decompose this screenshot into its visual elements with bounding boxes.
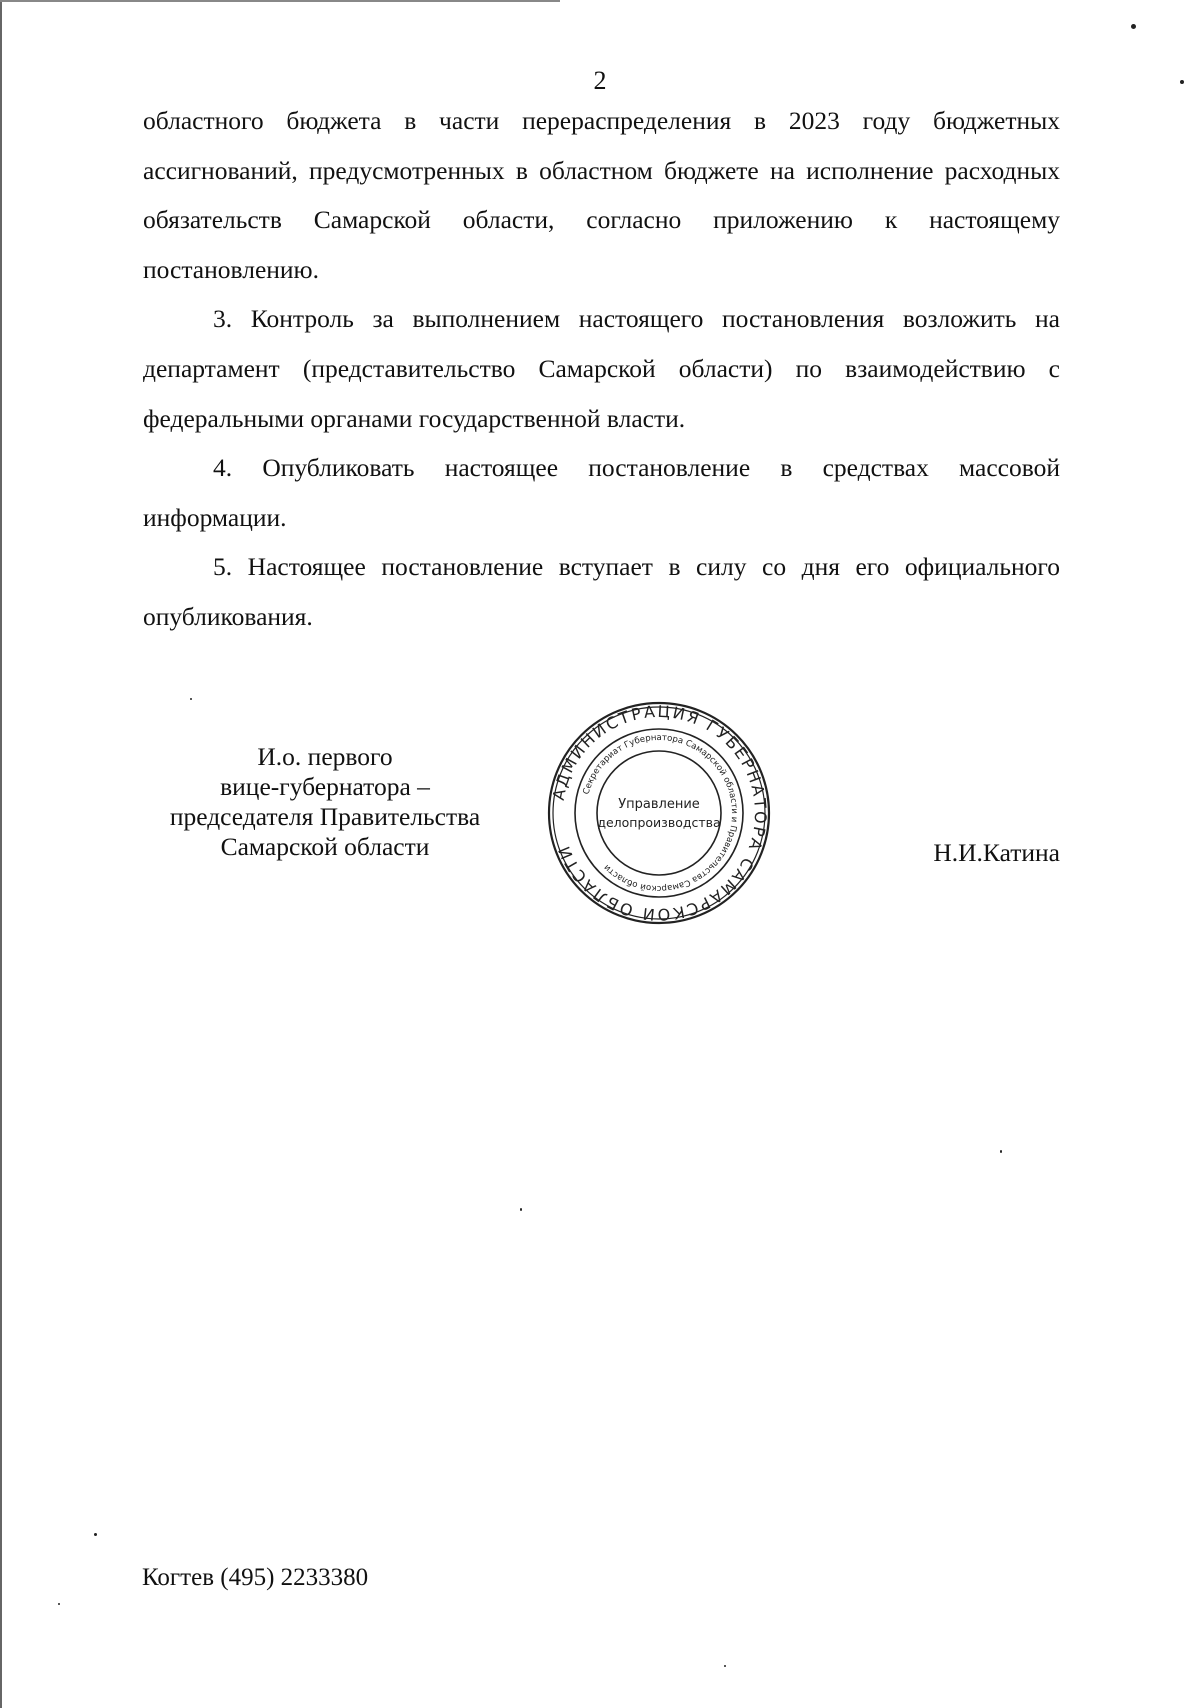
paragraph-5-effective-date: 5. Настоящее постановление вступает в силу со дня его официального опубликования.	[143, 552, 1060, 631]
official-seal-stamp	[546, 700, 772, 926]
stamp-center-line-1: Управление	[618, 797, 700, 812]
stamp-center-line-2: делопроизводства	[597, 815, 721, 830]
scan-speck	[520, 1208, 522, 1211]
scan-speck	[724, 1665, 726, 1667]
stamp-inner-text: Секретариат Губернатора Самарской области и Правительства Самарской области	[581, 732, 740, 894]
signer-title-line-4: Самарской области	[220, 832, 430, 861]
executor-contact: Когтев (495) 2233380	[142, 1564, 369, 1591]
scan-speck	[1180, 80, 1184, 84]
scan-speck	[1000, 1150, 1002, 1153]
document-body	[143, 96, 1060, 642]
stamp-outer-text: АДМИНИСТРАЦИЯ ГУБЕРНАТОРА САМАРСКОЙ ОБЛАСТИ	[548, 701, 771, 925]
page-number: 2	[593, 66, 607, 95]
paragraph-continuation: областного бюджета в части перераспределения в 2023 году бюджетных ассигнований, предусмотренных в областном бюджете на исполнение расходных обязательств Самарской области, согласно приложению к настоящему постановлению.	[143, 106, 1060, 284]
signer-title-line-1: И.о. первого	[257, 742, 393, 771]
signature-block	[140, 742, 510, 862]
paragraph-4-publish: 4. Опубликовать настоящее постановление в средствах массовой информации.	[143, 453, 1060, 532]
paragraph-3-control: 3. Контроль за выполнением настоящего постановления возложить на департамент (представительство Самарской области) по взаимодействию с федеральными органами государственной власти.	[143, 304, 1060, 433]
scan-speck	[1131, 24, 1136, 29]
scan-speck	[94, 1533, 97, 1536]
scan-left-edge	[0, 0, 2, 1708]
scan-top-edge	[0, 0, 560, 2]
svg-text:Секретариат Губернатора Самарс	[582, 733, 740, 893]
signer-title-line-2: вице-губернатора –	[220, 772, 430, 801]
signer-title-line-3: председателя Правительства	[169, 802, 481, 831]
stamp-icon	[546, 700, 772, 926]
scan-speck	[58, 1603, 60, 1605]
signatory-name: Н.И.Катина	[933, 838, 1060, 867]
scan-speck	[190, 698, 192, 700]
